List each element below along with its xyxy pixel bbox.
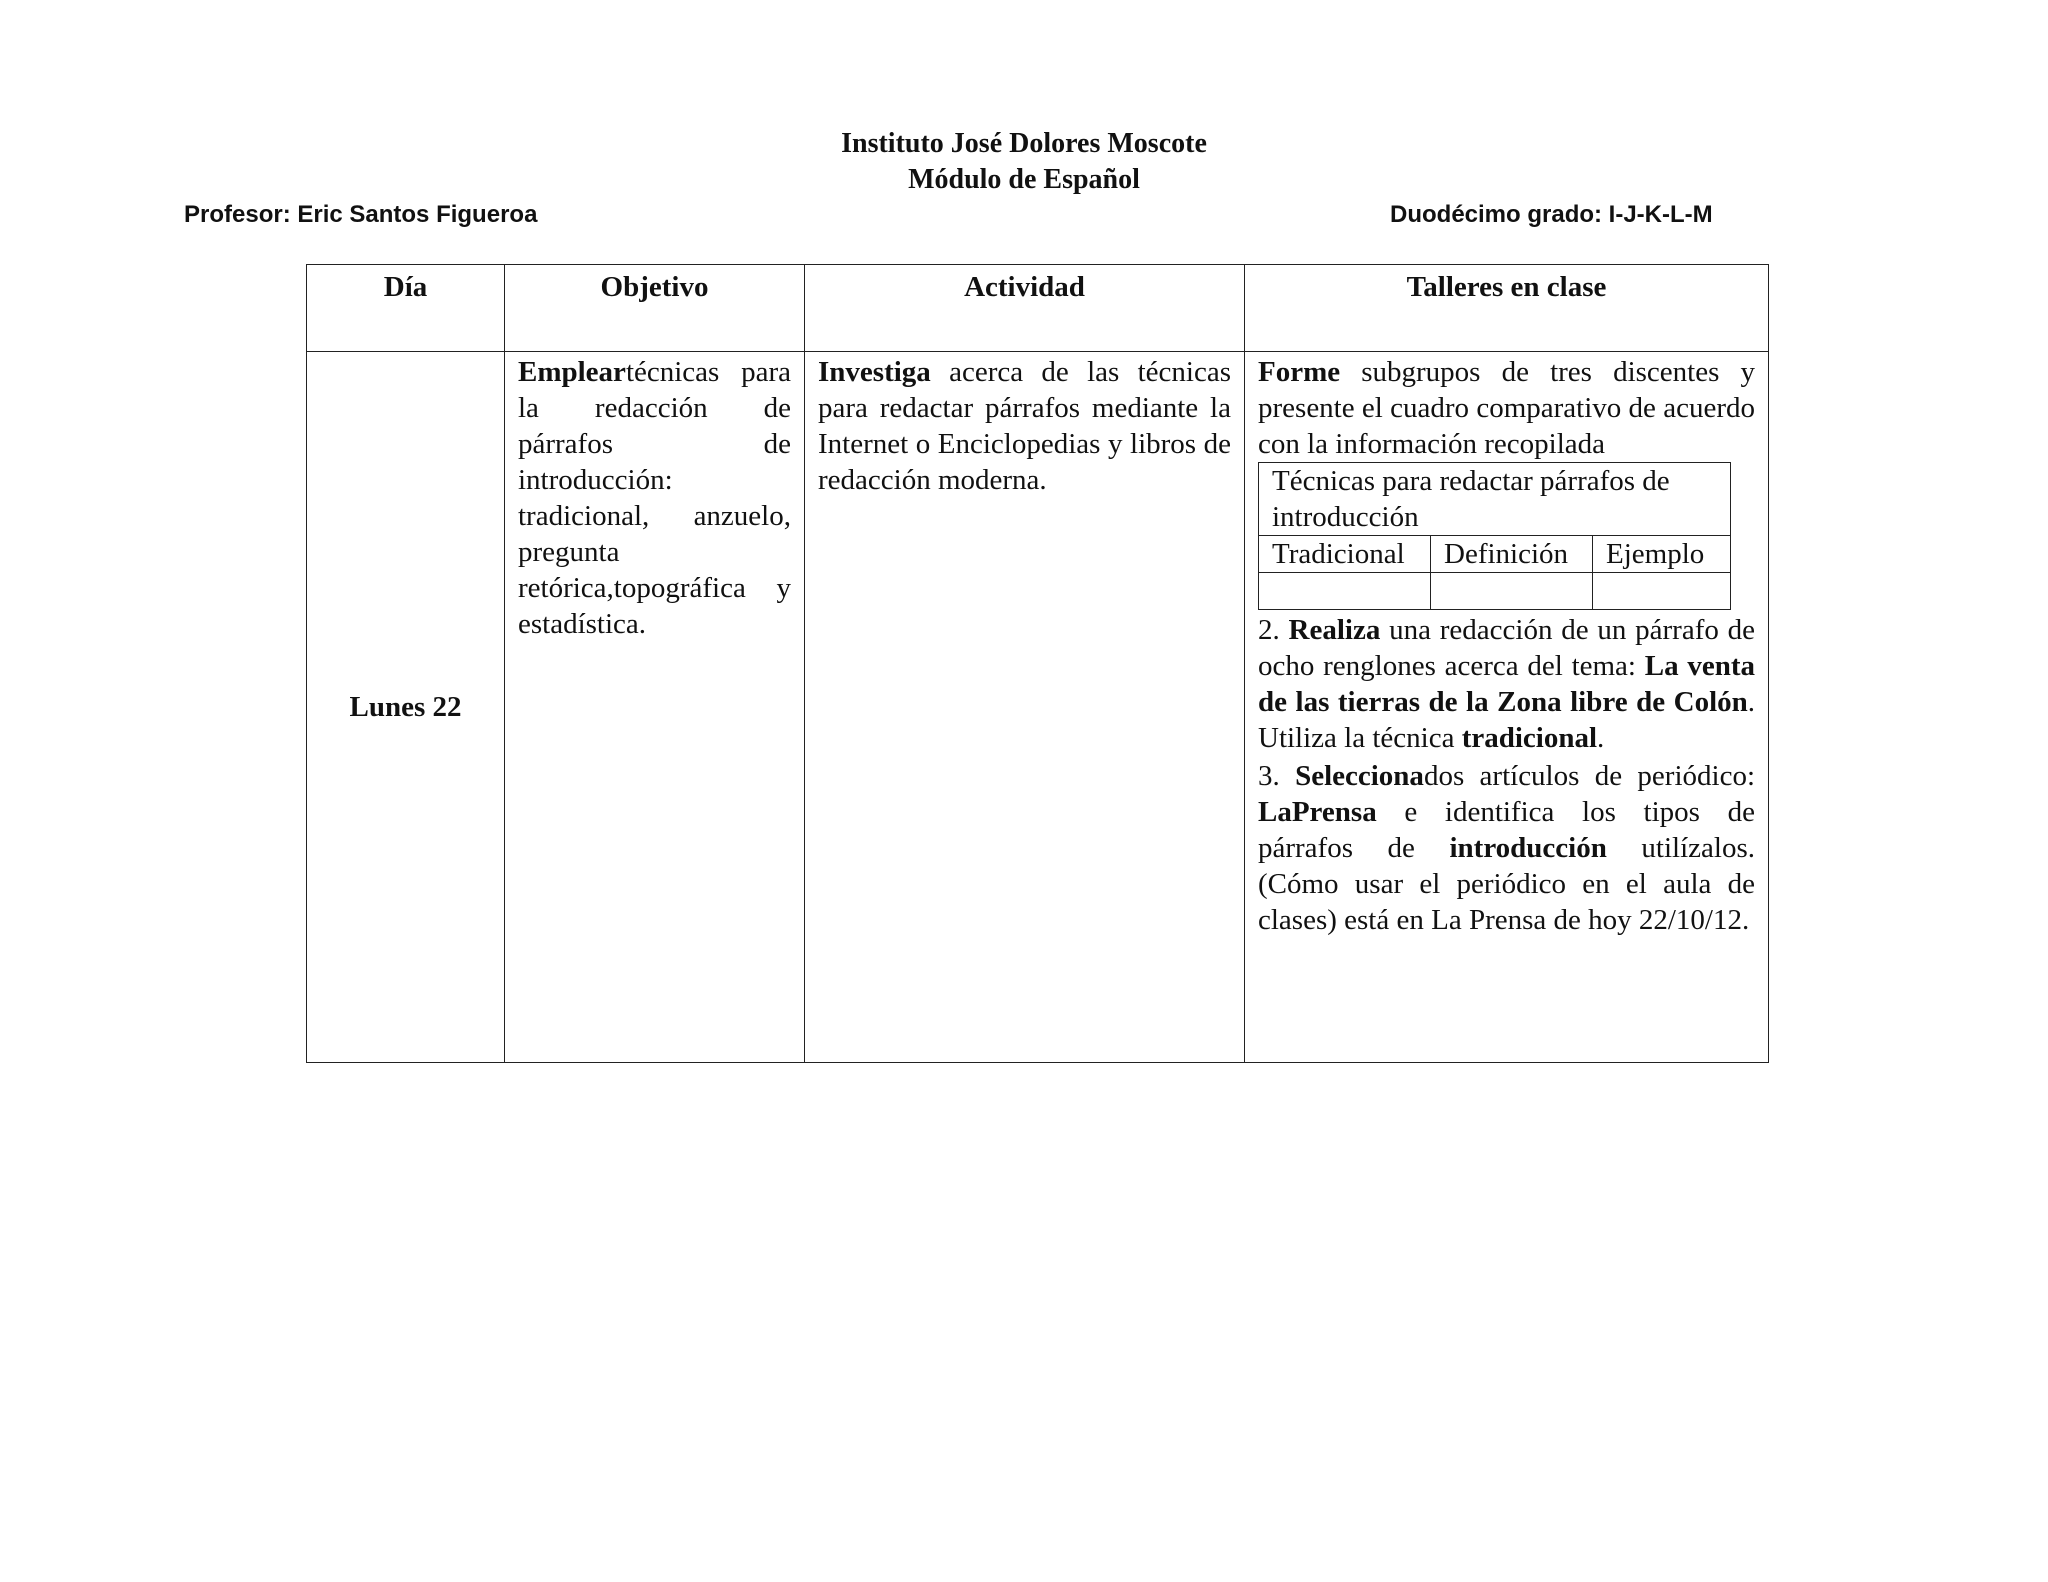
p3-verb: Selecciona <box>1295 760 1424 792</box>
p3-text-3: utilízalos. (Cómo usar el periódico en el aula de clases) está en La Prensa de hoy 22/10/12. <box>1258 832 1755 936</box>
comparison-col-tradicional: Tradicional <box>1259 536 1431 573</box>
header-dia: Día <box>307 265 505 352</box>
objetivo-verb: Emplear <box>518 356 626 388</box>
actividad-cell <box>805 352 1245 1063</box>
comparison-table-title: Técnicas para redactar párrafos de introducción <box>1259 463 1731 536</box>
talleres-p1-verb: Forme <box>1258 356 1341 388</box>
objetivo-cell <box>505 352 805 1063</box>
lesson-plan-table <box>306 264 1769 1063</box>
talleres-paragraph-1 <box>1245 352 1768 462</box>
table-row <box>307 352 1769 1063</box>
p2-verb: Realiza <box>1288 614 1381 646</box>
day-cell: Lunes 22 <box>307 352 505 1063</box>
header-objetivo: Objetivo <box>505 265 805 352</box>
document-title: Instituto José Dolores Moscote <box>841 128 1207 159</box>
p3-newspaper: LaPrensa <box>1258 796 1377 828</box>
actividad-text <box>805 352 1244 498</box>
p3-text-1: dos artículos de periódico: <box>1423 760 1755 792</box>
comparison-col-ejemplo: Ejemplo <box>1593 536 1731 573</box>
p2-text-1: una redacción de un párrafo de ocho renglones acerca del tema: <box>1258 614 1756 682</box>
p2-text-3: . <box>1597 722 1605 754</box>
document-subtitle: Módulo de Español <box>908 164 1140 195</box>
p3-number: 3. <box>1258 760 1296 792</box>
talleres-paragraph-3 <box>1245 756 1768 938</box>
p2-text-2: . Utiliza la técnica <box>1258 686 1755 754</box>
objetivo-body: técnicas para la redacción de párrafos de introducción: tradicional, anzuelo, pregunta retórica,topográfica y estadística. <box>518 356 791 640</box>
comparison-table-wrapper <box>1245 462 1768 610</box>
talleres-p1-body: subgrupos de tres discentes y presente el cuadro comparativo de acuerdo con la información recopilada <box>1258 356 1755 460</box>
p3-text-2: e identifica los tipos de párrafos de <box>1258 796 1755 864</box>
p2-number: 2. <box>1258 614 1289 646</box>
actividad-verb: Investiga <box>818 356 931 388</box>
grade-label: Duodécimo grado: I-J-K-L-M <box>1390 201 1713 228</box>
header-talleres: Talleres en clase <box>1245 265 1769 352</box>
comparison-empty-cell <box>1593 573 1731 610</box>
table-header-row <box>307 265 1769 352</box>
objetivo-text <box>505 352 804 642</box>
p2-topic: La venta de las tierras de la Zona libre de Colón <box>1258 650 1756 718</box>
comparison-col-definicion: Definición <box>1431 536 1593 573</box>
talleres-paragraph-2 <box>1245 610 1768 756</box>
teacher-name: Profesor: Eric Santos Figueroa <box>184 201 538 228</box>
comparison-empty-cell <box>1431 573 1593 610</box>
actividad-body: acerca de las técnicas para redactar párrafos mediante la Internet o Enciclopedias y libros de redacción moderna. <box>818 356 1231 496</box>
talleres-cell <box>1245 352 1769 1063</box>
header-actividad: Actividad <box>805 265 1245 352</box>
comparison-empty-cell <box>1259 573 1431 610</box>
p2-technique: tradicional <box>1461 722 1598 754</box>
comparison-table <box>1258 462 1731 610</box>
p3-keyword: introducción <box>1449 832 1607 864</box>
